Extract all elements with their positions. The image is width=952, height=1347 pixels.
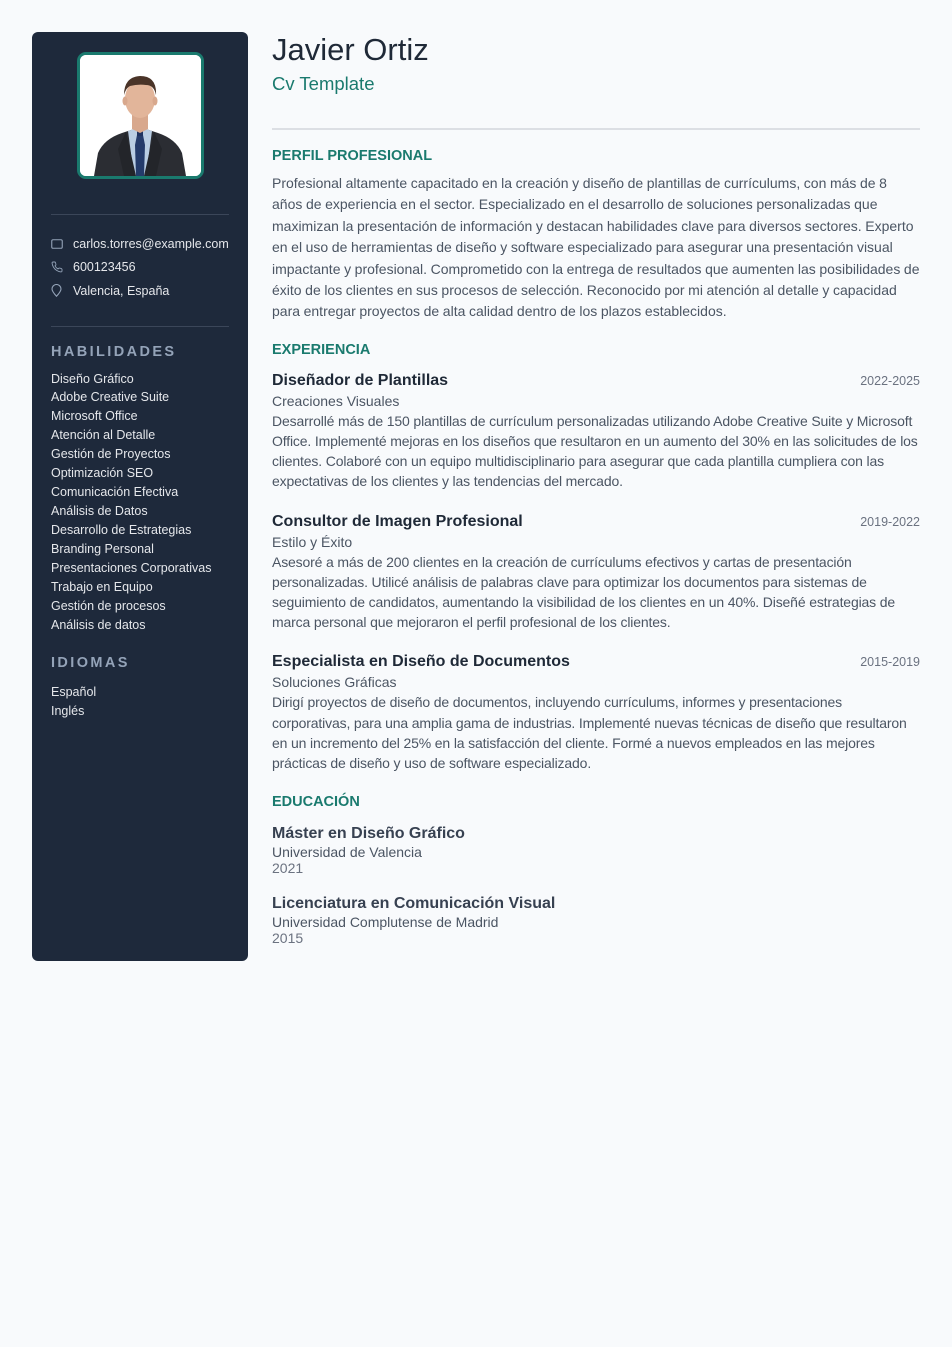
language-item: Español bbox=[51, 684, 97, 699]
mail-icon bbox=[51, 239, 73, 249]
main-content bbox=[272, 32, 920, 946]
job-description: Desarrollé más de 150 plantillas de currículum personalizadas utilizando Adobe Creative Suite y Microsoft Office. Implementé mejoras en los diseños que resultaron en un aumento del 30% en las solicitudes de los clientes. Colaboré con un equipo multidisciplinario para asegurar que cada plantilla cumpliera con las expectativas de los clientes y las tendencias del mercado. bbox=[272, 412, 918, 490]
skill-item: Microsoft Office bbox=[51, 409, 138, 424]
contact-info bbox=[51, 215, 229, 303]
skill-item: Optimización SEO bbox=[51, 466, 154, 481]
languages-list bbox=[51, 683, 229, 721]
job-entry bbox=[272, 512, 920, 633]
skill-item: Análisis de datos bbox=[51, 617, 146, 632]
skill-item: Desarrollo de Estrategias bbox=[51, 523, 192, 538]
graduation-year: 2021 bbox=[272, 860, 304, 877]
job-title: Consultor de Imagen Profesional bbox=[272, 512, 523, 530]
header-divider bbox=[272, 128, 920, 130]
person-portrait-image bbox=[80, 55, 201, 176]
education-section bbox=[272, 793, 920, 946]
job-dates: 2019-2022 bbox=[860, 514, 920, 529]
sidebar-divider bbox=[51, 326, 229, 327]
languages-heading: IDIOMAS bbox=[51, 654, 130, 671]
profile-section bbox=[272, 147, 920, 323]
skill-item: Atención al Detalle bbox=[51, 428, 156, 443]
skill-item: Gestión de Proyectos bbox=[51, 447, 171, 462]
education-entry bbox=[272, 894, 920, 946]
skill-item: Análisis de Datos bbox=[51, 504, 148, 519]
skill-item: Branding Personal bbox=[51, 542, 154, 557]
experience-heading: EXPERIENCIA bbox=[272, 341, 371, 358]
job-title: Diseñador de Plantillas bbox=[272, 371, 449, 389]
degree-title: Licenciatura en Comunicación Visual bbox=[272, 895, 556, 913]
job-company: Estilo y Éxito bbox=[272, 533, 353, 550]
experience-section bbox=[272, 341, 920, 773]
job-company: Soluciones Gráficas bbox=[272, 674, 397, 691]
skills-list bbox=[51, 370, 229, 635]
job-title: Especialista en Diseño de Documentos bbox=[272, 653, 570, 671]
contact-location bbox=[51, 279, 229, 303]
skill-item: Adobe Creative Suite bbox=[51, 390, 170, 405]
graduation-year: 2015 bbox=[272, 930, 304, 947]
job-company: Creaciones Visuales bbox=[272, 392, 400, 409]
school-name: Universidad Complutense de Madrid bbox=[272, 914, 499, 931]
skill-item: Gestión de procesos bbox=[51, 598, 166, 613]
skill-item: Diseño Gráfico bbox=[51, 371, 134, 386]
phone-text: 600123456 bbox=[73, 260, 136, 275]
phone-icon bbox=[51, 261, 73, 273]
degree-title: Máster en Diseño Gráfico bbox=[272, 825, 465, 843]
job-entry bbox=[272, 371, 920, 492]
job-description: Asesoré a más de 200 clientes en la creación de currículums efectivos y cartas de presentación personalizadas. Utilicé análisis de palabras clave para optimizar los documentos para sistemas de seguimiento de candidatos, aumentando la visibilidad de los clientes en un 40%. Diseñé estrategias de marca personal que mejoraron el perfil profesional de los clientes. bbox=[272, 553, 896, 631]
skill-item: Comunicación Efectiva bbox=[51, 485, 179, 500]
education-heading: EDUCACIÓN bbox=[272, 794, 360, 811]
school-name: Universidad de Valencia bbox=[272, 844, 422, 861]
contact-phone[interactable] bbox=[51, 256, 229, 280]
candidate-name: Javier Ortiz bbox=[272, 32, 429, 67]
contact-email[interactable] bbox=[51, 232, 229, 256]
job-description: Dirigí proyectos de diseño de documentos, incluyendo currículums, informes y presentaciones corporativas, para una amplia gama de industrias. Implementé nuevas técnicas de diseño que resultaron en un incremento del 25% en la satisfacción del cliente. Formé a nuevos empleados en las mejores prácticas de diseño y uso de software especializado. bbox=[272, 694, 907, 772]
profile-photo bbox=[77, 52, 204, 179]
location-pin-icon bbox=[51, 284, 73, 297]
profile-heading: PERFIL PROFESIONAL bbox=[272, 148, 433, 164]
job-entry bbox=[272, 652, 920, 773]
email-text: carlos.torres@example.com bbox=[73, 236, 229, 251]
education-entry bbox=[272, 824, 920, 876]
cv-subtitle: Cv Template bbox=[272, 73, 375, 94]
job-dates: 2022-2025 bbox=[860, 373, 920, 388]
sidebar bbox=[32, 32, 248, 961]
job-dates: 2015-2019 bbox=[860, 655, 920, 670]
language-item: Inglés bbox=[51, 703, 85, 718]
skill-item: Presentaciones Corporativas bbox=[51, 561, 212, 576]
skills-heading: HABILIDADES bbox=[51, 343, 177, 360]
location-text: Valencia, España bbox=[73, 283, 170, 298]
profile-summary: Profesional altamente capacitado en la creación y diseño de plantillas de currículums, con más de 8 años de experiencia en el sector. Especializado en el desarrollo de soluciones personalizadas que maximizan la presentación de información y destacan habilidades clave para diversos sectores. Experto en el uso de herramientas de diseño y software especializado para asegurar una presentación visual impactante y profesional. Comprometido con la entrega de resultados que aumenten las posibilidades de éxito de los clientes en sus procesos de selección. Reconocido por mi atención al detalle y capacidad para entregar proyectos de alta calidad dentro de los plazos establecidos. bbox=[272, 175, 920, 320]
skill-item: Trabajo en Equipo bbox=[51, 579, 153, 594]
